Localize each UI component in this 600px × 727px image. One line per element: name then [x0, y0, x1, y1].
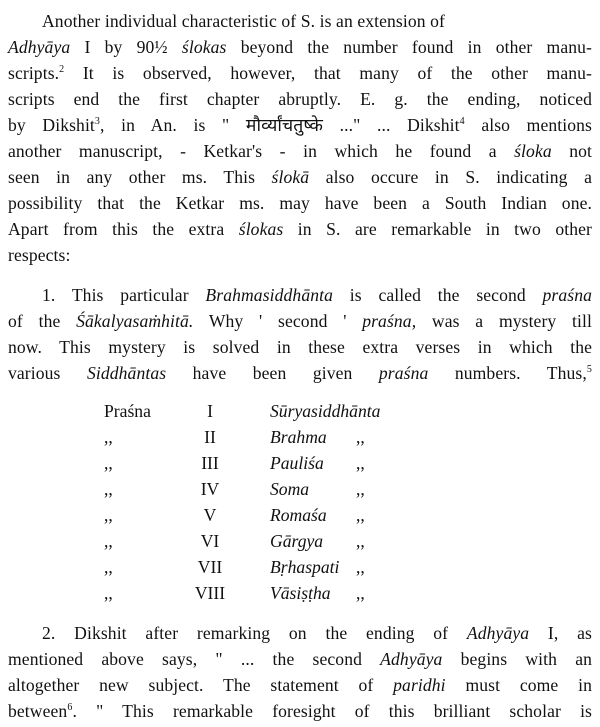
para1-line-2: Adhyāya I by 90½ ślokas beyond the number found in other manu-: [8, 37, 592, 57]
table-cell-number: VIII: [194, 583, 226, 603]
table-cell-label: ,,: [104, 583, 113, 603]
table-cell-ditto: ,,: [356, 557, 365, 577]
para1-line-8: possibility that the Ketkar ms. may have been a South Indian one.: [8, 193, 592, 213]
para1-line-4: scripts end the first chapter abruptly. E. g. the ending, noticed: [8, 89, 592, 109]
table-cell-number: VI: [200, 531, 220, 551]
table-cell-number: V: [203, 505, 217, 525]
table-cell-number: IV: [200, 479, 220, 499]
table-cell-label: ,,: [104, 427, 113, 447]
footnote-ref: 4: [459, 116, 465, 128]
table-cell-label: Praśna: [104, 401, 151, 421]
point2-line-2: mentioned above says, " ... the second Adhyāya begins with an: [8, 649, 593, 669]
table-cell-ditto: ,,: [356, 479, 365, 499]
table-cell-label: ,,: [104, 505, 113, 525]
table-cell-label: ,,: [104, 531, 113, 551]
table-cell-label: ,,: [104, 479, 113, 499]
footnote-ref: 6: [67, 702, 73, 714]
point2-line-3: altogether new subject. The statement of paridhi must come in: [8, 675, 592, 695]
table-cell-text: Romaśa: [270, 505, 327, 525]
table-cell-text: Pauliśa: [270, 453, 324, 473]
table-cell-number: VII: [197, 557, 223, 577]
para1-line-1: Another individual characteristic of S. is an extension of: [42, 11, 446, 31]
table-cell-text: Bṛhaspati: [270, 557, 340, 577]
para1-line-10: respects:: [8, 245, 71, 265]
table-cell-number: II: [204, 427, 216, 447]
table-cell-text: Soma: [270, 479, 310, 499]
table-cell-label: ,,: [104, 453, 113, 473]
table-cell-ditto: ,,: [356, 505, 365, 525]
table-cell-number: III: [201, 453, 219, 473]
footnote-ref: 2: [59, 64, 65, 76]
table-cell-ditto: ,,: [356, 583, 365, 603]
point1-line-1: 1. This particular Brahmasiddhānta is called the second praśna: [42, 285, 593, 305]
point1-line-3: now. This mystery is solved in these extra verses in which the: [8, 337, 592, 357]
point1-line-4: various Siddhāntas have been given praśna numbers. Thus,$^5$: [8, 363, 592, 383]
table-cell-ditto: ,,: [356, 427, 365, 447]
table-cell-text: Gārgya: [270, 531, 324, 551]
table-cell-text: Vāsiṣṭha: [270, 583, 331, 603]
footnote-ref: 5: [586, 364, 592, 376]
point1-line-2: of the Śākalyasaṁhitā. Why ' second ' praśna, was a mystery till: [8, 311, 592, 331]
table-cell-ditto: ,,: [356, 531, 365, 551]
footnote-ref: 3: [94, 116, 101, 128]
table-cell-text: Sūryasiddhānta: [270, 401, 381, 421]
para1-line-6: another manuscript, - Ketkar's - in which he found a śloka not: [8, 141, 593, 161]
table-cell-ditto: ,,: [356, 453, 365, 473]
para1-line-9: Apart from this the extra ślokas in S. are remarkable in two other: [8, 219, 592, 239]
table-cell-label: ,,: [104, 557, 113, 577]
para1-line-3: scripts.$^2$ It is observed, however, that many of the other manu-: [8, 63, 592, 83]
table-cell-text: Brahma: [270, 427, 327, 447]
point2-line-4: between$^6$. " This remarkable foresight of this brilliant scholar is: [8, 701, 592, 721]
para1-line-7: seen in any other ms. This ślokā also occure in S. indicating a: [8, 167, 592, 187]
point2-line-1: 2. Dikshit after remarking on the ending of Adhyāya I, as: [42, 623, 593, 643]
table-cell-number: I: [207, 401, 213, 421]
para1-line-5: by Dikshit$^3$, in An. is " मौर्व्यांचतुष्के ..." ... Dikshit$^4$ also mentions: [8, 115, 592, 135]
